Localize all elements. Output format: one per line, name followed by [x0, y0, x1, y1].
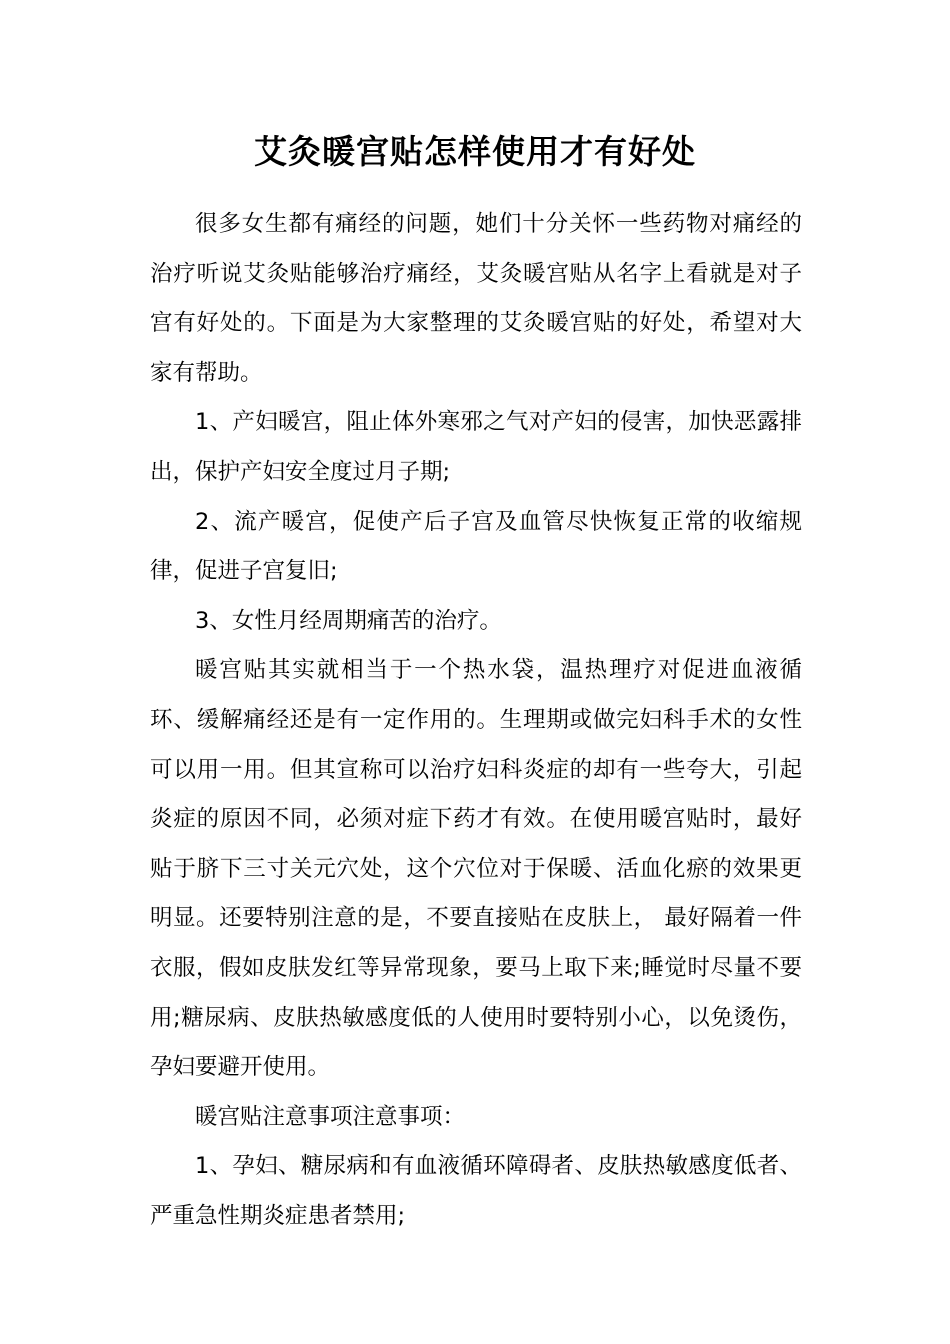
paragraph-benefit-2: 2、流产暖宫，促使产后子宫及血管尽快恢复正常的收缩规律，促进子宫复旧;	[150, 508, 802, 585]
document-title: 艾灸暖宫贴怎样使用才有好处	[254, 132, 696, 171]
paragraph-benefit-1: 1、产妇暖宫，阻止体外寒邪之气对产妇的侵害，加快恶露排出，保护产妇安全度过月子期;	[150, 409, 802, 485]
paragraph-precautions-heading: 暖宫贴注意事项注意事项：	[195, 1103, 466, 1130]
document-body	[150, 200, 802, 1241]
paragraph-benefit-3: 3、女性月经周期痛苦的治疗。	[195, 607, 502, 634]
paragraph-intro: 很多女生都有痛经的问题，她们十分关怀一些药物对痛经的治疗听说艾灸贴能够治疗痛经，艾灸暖宫贴从名字上看就是对子宫有好处的。下面是为大家整理的艾灸暖宫贴的好处，希望对大家有帮助。	[150, 211, 802, 386]
paragraph-precaution-1: 1、孕妇、糖尿病和有血液循环障碍者、皮肤热敏感度低者、严重急性期炎症患者禁用;	[150, 1153, 802, 1229]
paragraph-explanation: 暖宫贴其实就相当于一个热水袋，温热理疗对促进血液循环、缓解痛经还是有一定作用的。生理期或做完妇科手术的女性可以用一用。但其宣称可以治疗妇科炎症的却有一些夸大，引起炎症的原因不同，必须对症下药才有效。在使用暖宫贴时，最好贴于脐下三寸关元穴处，这个穴位对于保暖、活血化瘀的效果更明显。还要特别注意的是，不要直接贴在皮肤上， 最好隔着一件衣服，假如皮肤发红等异常现象，要马上取下来;睡觉时尽量不要用;糖尿病、皮肤热敏感度低的人使用时要特别小心，以免烫伤，孕妇要避开使用。	[150, 657, 802, 1081]
